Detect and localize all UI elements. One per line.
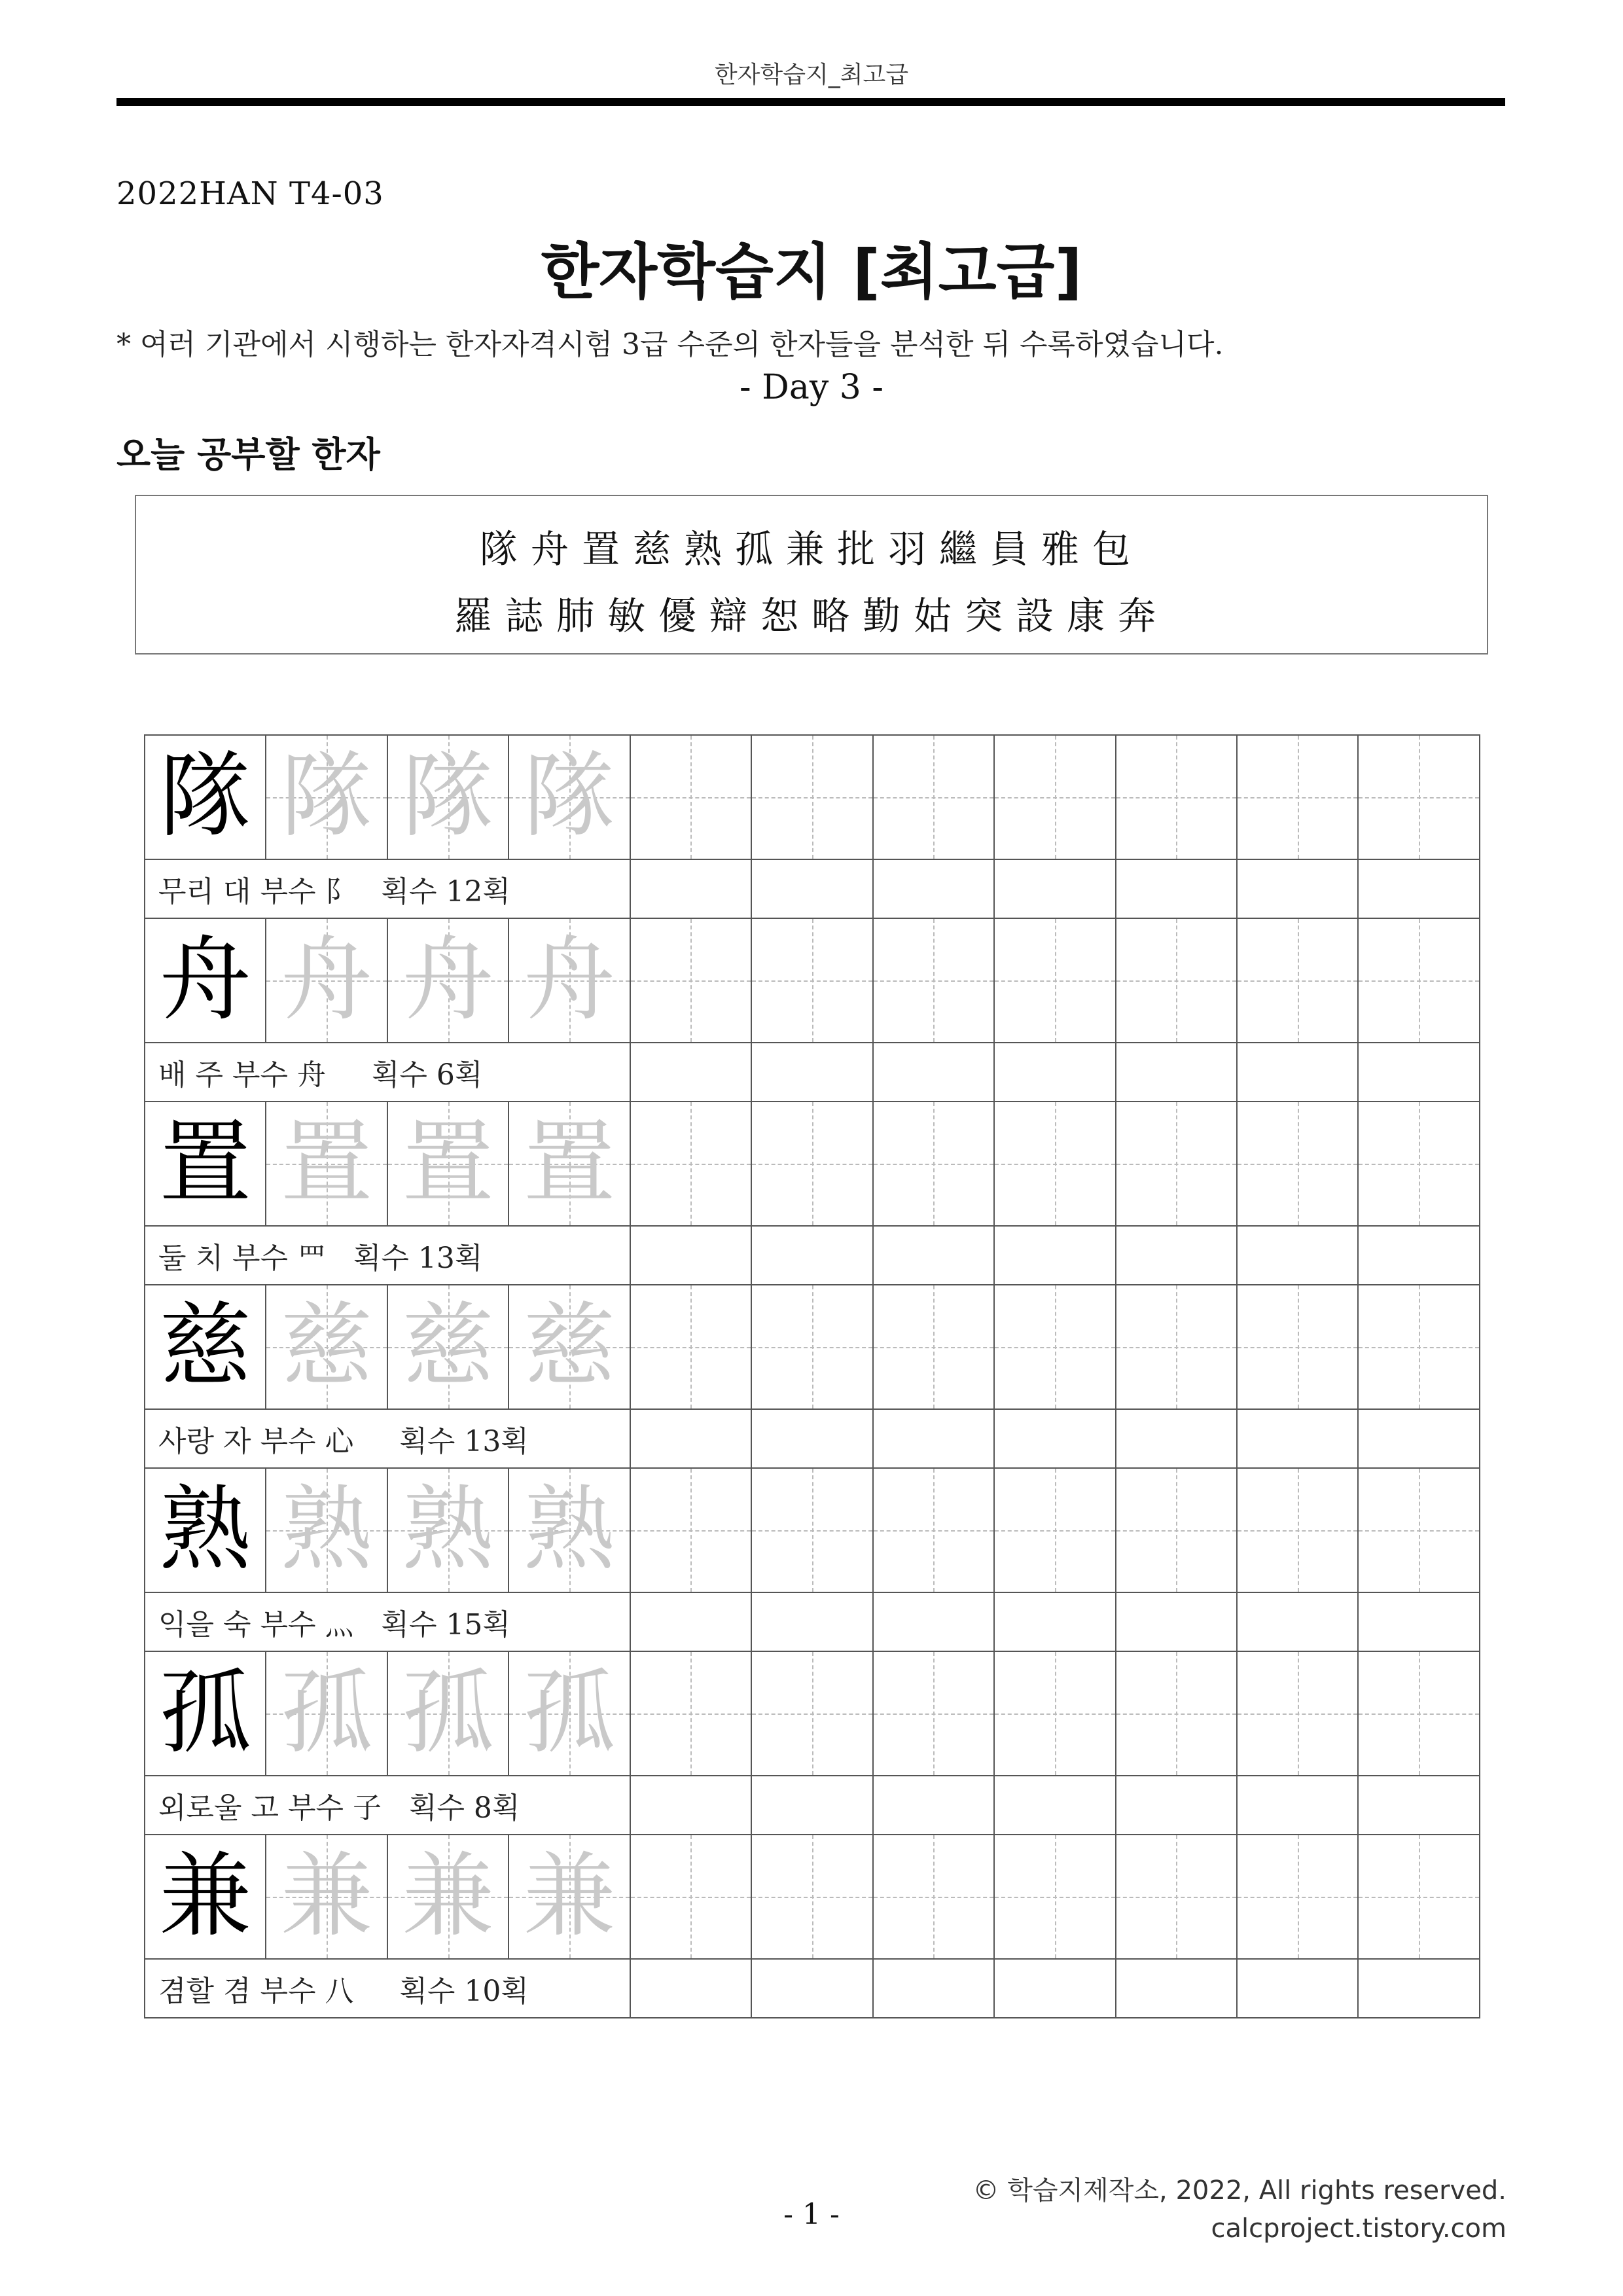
trace-character: 孤	[402, 1660, 494, 1767]
trace-character-cell	[509, 1469, 630, 1592]
trace-character-cell	[266, 1102, 387, 1225]
blank-info-cell	[995, 1960, 1116, 2017]
blank-info-cell	[631, 1593, 752, 1651]
blank-practice-cell	[631, 919, 752, 1042]
blank-info-cell	[631, 1960, 752, 2017]
guide-line-horizontal	[1238, 1897, 1357, 1898]
practice-info-row	[145, 1227, 1480, 1285]
blank-practice-cell	[995, 1469, 1116, 1592]
blank-info-cell	[874, 860, 995, 918]
guide-line-horizontal	[631, 980, 751, 982]
character-info: 외로울 고 부수 子 획수 8획	[145, 1776, 631, 1834]
trace-character: 熟	[402, 1477, 494, 1583]
blank-info-cell	[995, 1043, 1116, 1101]
guide-line-horizontal	[1116, 1347, 1236, 1348]
blank-practice-cell	[752, 1835, 873, 1958]
model-character-cell	[145, 1285, 266, 1408]
document-code: 2022HAN T4-03	[116, 175, 384, 212]
blank-info-cell	[1116, 1410, 1238, 1467]
blank-info-cell	[752, 1043, 873, 1101]
guide-line-horizontal	[1116, 797, 1236, 798]
trace-character-cell	[266, 736, 387, 859]
practice-character-row	[145, 1285, 1480, 1410]
blank-practice-cell	[631, 736, 752, 859]
blank-practice-cell	[1116, 1285, 1238, 1408]
trace-character-cell	[388, 1835, 509, 1958]
blank-practice-cell	[1238, 919, 1359, 1042]
practice-entry	[145, 1835, 1480, 2018]
blank-practice-cell	[1116, 1102, 1238, 1225]
practice-character-row	[145, 1102, 1480, 1227]
today-characters-line-2: 羅誌肺敏優辯恕略勤姑突設康奔	[454, 594, 1169, 638]
guide-line-horizontal	[631, 797, 751, 798]
blank-info-cell	[1116, 1043, 1238, 1101]
blank-info-cell	[874, 1593, 995, 1651]
blank-info-cell	[995, 1593, 1116, 1651]
model-character-cell	[145, 919, 266, 1042]
guide-line-horizontal	[1238, 1713, 1357, 1715]
blank-practice-cell	[1116, 736, 1238, 859]
guide-line-horizontal	[995, 1897, 1115, 1898]
description-note: * 여러 기관에서 시행하는 한자자격시험 3급 수준의 한자들을 분석한 뒤 수록하였습니다.	[116, 328, 1224, 361]
blank-practice-cell	[752, 1469, 873, 1592]
trace-character: 置	[281, 1110, 373, 1217]
running-header: 한자학습지_최고급	[714, 62, 909, 88]
blank-practice-cell	[1238, 1652, 1359, 1775]
guide-line-horizontal	[995, 1164, 1115, 1165]
blank-info-cell	[1116, 1776, 1238, 1834]
trace-character: 置	[524, 1110, 616, 1217]
blank-practice-cell	[752, 736, 873, 859]
blank-practice-cell	[995, 1102, 1116, 1225]
trace-character-cell	[266, 919, 387, 1042]
blank-info-cell	[1359, 1043, 1480, 1101]
trace-character-cell	[388, 1285, 509, 1408]
model-character-cell	[145, 1469, 266, 1592]
practice-entry	[145, 736, 1480, 919]
guide-line-horizontal	[1238, 1164, 1357, 1165]
guide-line-horizontal	[1359, 1164, 1478, 1165]
character-info: 겸할 겸 부수 八 획수 10획	[145, 1960, 631, 2017]
trace-character: 舟	[524, 927, 616, 1033]
trace-character: 熟	[524, 1477, 616, 1583]
guide-line-horizontal	[995, 797, 1115, 798]
blank-info-cell	[1238, 1776, 1359, 1834]
trace-character: 慈	[524, 1293, 616, 1400]
model-character: 舟	[159, 927, 251, 1033]
blank-practice-cell	[874, 1285, 995, 1408]
trace-character-cell	[509, 1652, 630, 1775]
trace-character-cell	[266, 1835, 387, 1958]
practice-character-row	[145, 1835, 1480, 1960]
guide-line-horizontal	[1359, 1530, 1478, 1532]
blank-info-cell	[631, 1776, 752, 1834]
practice-character-row	[145, 1469, 1480, 1593]
model-character: 兼	[159, 1843, 251, 1950]
practice-info-row	[145, 860, 1480, 919]
model-character: 隊	[159, 744, 251, 850]
character-info: 익을 숙 부수 灬 획수 15획	[145, 1593, 631, 1651]
practice-info-row	[145, 1776, 1480, 1835]
practice-entry	[145, 919, 1480, 1102]
blank-practice-cell	[1238, 736, 1359, 859]
guide-line-horizontal	[752, 797, 872, 798]
character-info: 무리 대 부수 阝 획수 12획	[145, 860, 631, 918]
guide-line-horizontal	[752, 1347, 872, 1348]
guide-line-horizontal	[752, 1164, 872, 1165]
guide-line-horizontal	[874, 797, 993, 798]
guide-line-horizontal	[1238, 1530, 1357, 1532]
section-title: 오늘 공부할 한자	[116, 434, 380, 475]
blank-info-cell	[1116, 1960, 1238, 2017]
guide-line-horizontal	[1116, 980, 1236, 982]
blank-info-cell	[874, 1960, 995, 2017]
blank-practice-cell	[1359, 1652, 1480, 1775]
practice-info-row	[145, 1593, 1480, 1652]
trace-character: 孤	[524, 1660, 616, 1767]
guide-line-horizontal	[1116, 1530, 1236, 1532]
page-title: 한자학습지 [최고급]	[541, 237, 1082, 307]
blank-practice-cell	[631, 1652, 752, 1775]
blank-info-cell	[1238, 1227, 1359, 1284]
trace-character: 熟	[281, 1477, 373, 1583]
practice-character-row	[145, 1652, 1480, 1776]
character-info: 배 주 부수 舟 획수 6획	[145, 1043, 631, 1101]
blank-practice-cell	[995, 1652, 1116, 1775]
blank-info-cell	[631, 860, 752, 918]
blank-practice-cell	[874, 1469, 995, 1592]
trace-character: 隊	[524, 744, 616, 850]
blank-info-cell	[874, 1043, 995, 1101]
blank-info-cell	[874, 1410, 995, 1467]
blank-practice-cell	[752, 1102, 873, 1225]
blank-practice-cell	[1359, 1835, 1480, 1958]
trace-character: 慈	[402, 1293, 494, 1400]
blank-practice-cell	[1359, 1102, 1480, 1225]
guide-line-horizontal	[1359, 1347, 1478, 1348]
blank-info-cell	[1116, 860, 1238, 918]
guide-line-horizontal	[1238, 1347, 1357, 1348]
trace-character: 兼	[402, 1843, 494, 1950]
guide-line-horizontal	[1359, 1897, 1478, 1898]
blank-practice-cell	[752, 1652, 873, 1775]
blank-info-cell	[995, 1227, 1116, 1284]
model-character: 慈	[159, 1293, 251, 1400]
model-character: 置	[159, 1110, 251, 1217]
guide-line-horizontal	[874, 1897, 993, 1898]
guide-line-horizontal	[995, 980, 1115, 982]
blank-info-cell	[1359, 1227, 1480, 1284]
guide-line-horizontal	[1116, 1713, 1236, 1715]
guide-line-horizontal	[631, 1713, 751, 1715]
guide-line-horizontal	[1359, 980, 1478, 982]
blank-practice-cell	[631, 1835, 752, 1958]
trace-character-cell	[388, 919, 509, 1042]
practice-grid	[144, 734, 1480, 2018]
header-rule	[116, 98, 1505, 106]
guide-line-horizontal	[1116, 1164, 1236, 1165]
blank-practice-cell	[631, 1469, 752, 1592]
guide-line-horizontal	[874, 1530, 993, 1532]
trace-character-cell	[388, 736, 509, 859]
trace-character: 兼	[281, 1843, 373, 1950]
guide-line-horizontal	[752, 980, 872, 982]
model-character: 孤	[159, 1660, 251, 1767]
today-characters-box	[135, 495, 1488, 655]
blank-info-cell	[631, 1410, 752, 1467]
guide-line-horizontal	[1116, 1897, 1236, 1898]
practice-info-row	[145, 1410, 1480, 1469]
blank-practice-cell	[1116, 1469, 1238, 1592]
blank-practice-cell	[874, 1652, 995, 1775]
blank-info-cell	[995, 1410, 1116, 1467]
guide-line-horizontal	[1238, 797, 1357, 798]
model-character-cell	[145, 1652, 266, 1775]
day-label: - Day 3 -	[740, 368, 883, 407]
blank-info-cell	[1238, 860, 1359, 918]
blank-info-cell	[1359, 1776, 1480, 1834]
blank-practice-cell	[1359, 736, 1480, 859]
blank-practice-cell	[631, 1285, 752, 1408]
practice-entry	[145, 1469, 1480, 1652]
blank-practice-cell	[995, 1835, 1116, 1958]
character-info: 사랑 자 부수 心 획수 13획	[145, 1410, 631, 1467]
trace-character-cell	[266, 1469, 387, 1592]
blank-practice-cell	[1359, 1469, 1480, 1592]
blank-practice-cell	[995, 919, 1116, 1042]
blank-info-cell	[631, 1043, 752, 1101]
blank-info-cell	[1238, 1410, 1359, 1467]
practice-entry	[145, 1102, 1480, 1285]
guide-line-horizontal	[752, 1530, 872, 1532]
blank-info-cell	[995, 1776, 1116, 1834]
blank-info-cell	[1359, 1593, 1480, 1651]
practice-entry	[145, 1652, 1480, 1835]
blank-info-cell	[1238, 1593, 1359, 1651]
blank-practice-cell	[1359, 919, 1480, 1042]
guide-line-horizontal	[631, 1530, 751, 1532]
blank-practice-cell	[874, 1102, 995, 1225]
blank-info-cell	[752, 1227, 873, 1284]
page-number: - 1 -	[783, 2198, 840, 2231]
blank-practice-cell	[874, 919, 995, 1042]
blank-practice-cell	[752, 919, 873, 1042]
guide-line-horizontal	[631, 1347, 751, 1348]
blank-info-cell	[995, 860, 1116, 918]
blank-practice-cell	[874, 1835, 995, 1958]
blank-info-cell	[1116, 1227, 1238, 1284]
trace-character: 舟	[402, 927, 494, 1033]
blank-info-cell	[752, 1960, 873, 2017]
guide-line-horizontal	[874, 1713, 993, 1715]
guide-line-horizontal	[874, 1164, 993, 1165]
trace-character-cell	[509, 1102, 630, 1225]
blank-info-cell	[752, 1776, 873, 1834]
copyright-url: calcproject.tistory.com	[1211, 2214, 1507, 2244]
model-character: 熟	[159, 1477, 251, 1583]
trace-character: 慈	[281, 1293, 373, 1400]
blank-practice-cell	[1238, 1469, 1359, 1592]
blank-info-cell	[1359, 1410, 1480, 1467]
guide-line-horizontal	[752, 1897, 872, 1898]
guide-line-horizontal	[995, 1713, 1115, 1715]
trace-character-cell	[388, 1469, 509, 1592]
trace-character-cell	[509, 1285, 630, 1408]
blank-practice-cell	[752, 1285, 873, 1408]
blank-practice-cell	[1238, 1102, 1359, 1225]
trace-character: 兼	[524, 1843, 616, 1950]
today-characters-line-1: 隊舟置慈熟孤兼批羽繼員雅包	[479, 527, 1143, 571]
practice-info-row	[145, 1043, 1480, 1102]
trace-character: 置	[402, 1110, 494, 1217]
guide-line-horizontal	[874, 980, 993, 982]
trace-character: 隊	[402, 744, 494, 850]
model-character-cell	[145, 1102, 266, 1225]
blank-practice-cell	[995, 1285, 1116, 1408]
trace-character: 隊	[281, 744, 373, 850]
trace-character-cell	[388, 1102, 509, 1225]
blank-practice-cell	[1238, 1285, 1359, 1408]
blank-info-cell	[631, 1227, 752, 1284]
guide-line-horizontal	[631, 1897, 751, 1898]
guide-line-horizontal	[631, 1164, 751, 1165]
guide-line-horizontal	[995, 1530, 1115, 1532]
blank-info-cell	[1238, 1960, 1359, 2017]
model-character-cell	[145, 736, 266, 859]
blank-info-cell	[1238, 1043, 1359, 1101]
practice-entry	[145, 1285, 1480, 1469]
blank-practice-cell	[1238, 1835, 1359, 1958]
guide-line-horizontal	[874, 1347, 993, 1348]
guide-line-horizontal	[1359, 797, 1478, 798]
blank-info-cell	[1116, 1593, 1238, 1651]
trace-character-cell	[266, 1285, 387, 1408]
blank-practice-cell	[1116, 1652, 1238, 1775]
blank-practice-cell	[631, 1102, 752, 1225]
trace-character-cell	[266, 1652, 387, 1775]
character-info: 둘 치 부수 罒 획수 13획	[145, 1227, 631, 1284]
model-character-cell	[145, 1835, 266, 1958]
blank-practice-cell	[995, 736, 1116, 859]
blank-practice-cell	[874, 736, 995, 859]
blank-info-cell	[874, 1776, 995, 1834]
copyright-line: © 학습지제작소, 2022, All rights reserved.	[972, 2176, 1507, 2206]
blank-practice-cell	[1116, 1835, 1238, 1958]
guide-line-horizontal	[995, 1347, 1115, 1348]
trace-character-cell	[509, 919, 630, 1042]
blank-info-cell	[752, 1410, 873, 1467]
guide-line-horizontal	[1359, 1713, 1478, 1715]
trace-character: 孤	[281, 1660, 373, 1767]
practice-character-row	[145, 736, 1480, 860]
trace-character-cell	[388, 1652, 509, 1775]
blank-info-cell	[752, 1593, 873, 1651]
blank-info-cell	[874, 1227, 995, 1284]
blank-practice-cell	[1359, 1285, 1480, 1408]
blank-practice-cell	[1116, 919, 1238, 1042]
blank-info-cell	[1359, 860, 1480, 918]
practice-info-row	[145, 1960, 1480, 2018]
trace-character-cell	[509, 736, 630, 859]
trace-character-cell	[509, 1835, 630, 1958]
blank-info-cell	[752, 860, 873, 918]
guide-line-horizontal	[1238, 980, 1357, 982]
practice-character-row	[145, 919, 1480, 1043]
blank-info-cell	[1359, 1960, 1480, 2017]
guide-line-horizontal	[752, 1713, 872, 1715]
trace-character: 舟	[281, 927, 373, 1033]
